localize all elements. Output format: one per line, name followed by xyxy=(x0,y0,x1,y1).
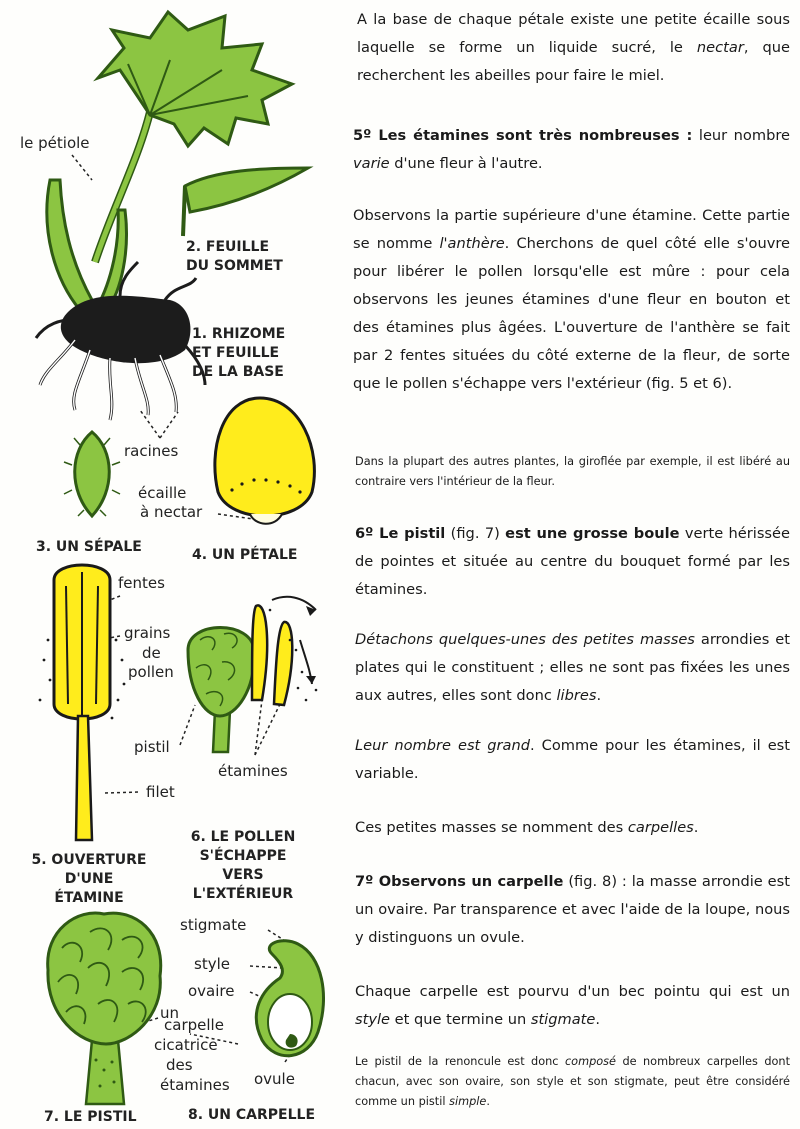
caption-fig5-line3: ÉTAMINE xyxy=(54,890,124,906)
term-carpelles: carpelles xyxy=(627,819,694,836)
caption-fig3: 3. UN SÉPALE xyxy=(36,539,142,555)
stamen-opening-drawing xyxy=(39,565,126,840)
label-pollen: pollen xyxy=(128,663,174,681)
paragraph-stamens: 5º Les étamines sont très nombreuses : leur nombre varie d'une fleur à l'autre. xyxy=(353,127,790,172)
note-giroflee: Dans la plupart des autres plantes, la giroflée par exemple, il est libéré au contraire vers l'intérieur de la fleur. xyxy=(355,455,790,488)
label-ovaire: ovaire xyxy=(188,982,235,1000)
caption-fig6-line2: S'ÉCHAPPE xyxy=(199,848,287,864)
pistil-drawing xyxy=(48,913,161,1104)
petal-drawing xyxy=(215,398,315,524)
label-carpelle: carpelle xyxy=(164,1016,224,1034)
caption-fig6-line4: L'EXTÉRIEUR xyxy=(192,886,294,902)
heading-stamens: 5º Les étamines sont très nombreuses : xyxy=(353,127,693,144)
heading-carpel: 7º Observons un carpelle xyxy=(355,873,564,890)
label-style: style xyxy=(194,955,230,973)
paragraph-anther: Observons la partie supérieure d'une étamine. Cette partie se nomme l'anthère. Cherchons de quel côté elle s'ouvre pour libérer le pollen lorsqu'elle est mûre : pour cela observons les jeunes étamines d'une fleur en bouton et des étamines plus âgées. L'ouverture de l'anthère se fait par 2 fentes situées du côté externe de la fleur, de sorte que le pollen s'échappe vers l'extérieur (fig. 5 et 6). xyxy=(353,207,790,392)
caption-fig1 xyxy=(192,325,285,382)
caption-fig2 xyxy=(186,238,283,276)
label-etamines-2: étamines xyxy=(160,1076,230,1094)
label-a-nectar: à nectar xyxy=(140,503,203,521)
label-pistil: pistil xyxy=(134,738,170,756)
caption-fig5-line2: D'UNE xyxy=(64,871,114,887)
label-ovule: ovule xyxy=(254,1070,295,1088)
caption-fig1-line1: 1. RHIZOME xyxy=(192,326,286,342)
illustrations-column xyxy=(0,0,340,1129)
paragraph-carpelles: Ces petites masses se nomment des carpelles. xyxy=(355,819,699,836)
caption-fig8: 8. UN CARPELLE xyxy=(188,1107,316,1123)
label-stigmate: stigmate xyxy=(180,916,247,934)
paragraph-carpel: 7º Observons un carpelle (fig. 8) : la masse arrondie est un ovaire. Par transparence et avec l'aide de la loupe, nous y distinguons un ovule. xyxy=(355,873,790,946)
label-etamines: étamines xyxy=(218,762,288,780)
caption-fig5 xyxy=(26,851,152,908)
caption-fig2-line1: 2. FEUILLE xyxy=(186,239,270,255)
narrow-leaf-drawing xyxy=(183,168,308,236)
term-anthere: l'anthère xyxy=(439,235,505,252)
caption-fig1-line2: ET FEUILLE xyxy=(192,345,280,361)
paragraph-style: Chaque carpelle est pourvu d'un bec pointu qui est un style et que termine un stigmate. xyxy=(355,983,790,1028)
label-cicatrice: cicatrice xyxy=(154,1036,218,1054)
paragraph-pistil: 6º Le pistil (fig. 7) est une grosse boule verte hérissée de pointes et située au centre du bouquet formé par les étamines. xyxy=(355,525,790,598)
caption-fig7: 7. LE PISTIL xyxy=(44,1109,137,1125)
paragraph-nectar: A la base de chaque pétale existe une petite écaille sous laquelle se forme un liquide sucré, le nectar, que recherchent les abeilles pour faire le miel. xyxy=(357,11,790,84)
caption-fig6-line3: VERS xyxy=(222,867,264,883)
label-racines: racines xyxy=(124,442,179,460)
label-des: des xyxy=(166,1056,193,1074)
label-fentes: fentes xyxy=(118,574,165,592)
label-petiole: le pétiole xyxy=(20,134,90,152)
caption-fig6-line1: 6. LE POLLEN xyxy=(190,829,296,845)
heading-pistil: 6º Le pistil xyxy=(355,525,446,542)
caption-fig6 xyxy=(168,828,318,904)
sepal-drawing xyxy=(64,432,120,516)
rhizome-drawing xyxy=(36,262,205,420)
label-ecaille: écaille xyxy=(138,484,187,502)
label-grains: grains xyxy=(124,624,171,642)
paragraph-nombre: Leur nombre est grand. Comme pour les étamines, il est variable. xyxy=(355,737,790,782)
caption-fig1-line3: DE LA BASE xyxy=(192,364,284,380)
pollen-escape-drawing xyxy=(188,597,317,752)
label-filet: filet xyxy=(146,783,175,801)
caption-fig4: 4. UN PÉTALE xyxy=(192,547,298,563)
paragraph-masses: Détachons quelques-unes des petites masses arrondies et plates qui le constituent ; elles ne sont pas fixées les unes aux autres, elles sont donc libres. xyxy=(355,631,790,704)
label-de: de xyxy=(142,644,161,662)
caption-fig2-line2: DU SOMMET xyxy=(186,258,283,274)
carpel-drawing xyxy=(256,941,323,1056)
note-summary: Le pistil de la renoncule est donc composé de nombreux carpelles dont chacun, avec son ovaire, son style et son stigmate, peut être considéré comme un pistil simple. xyxy=(355,1055,790,1108)
label-un: un xyxy=(160,1004,180,1022)
caption-fig5-line1: 5. OUVERTURE xyxy=(31,852,147,868)
term-nectar: nectar xyxy=(696,39,744,56)
